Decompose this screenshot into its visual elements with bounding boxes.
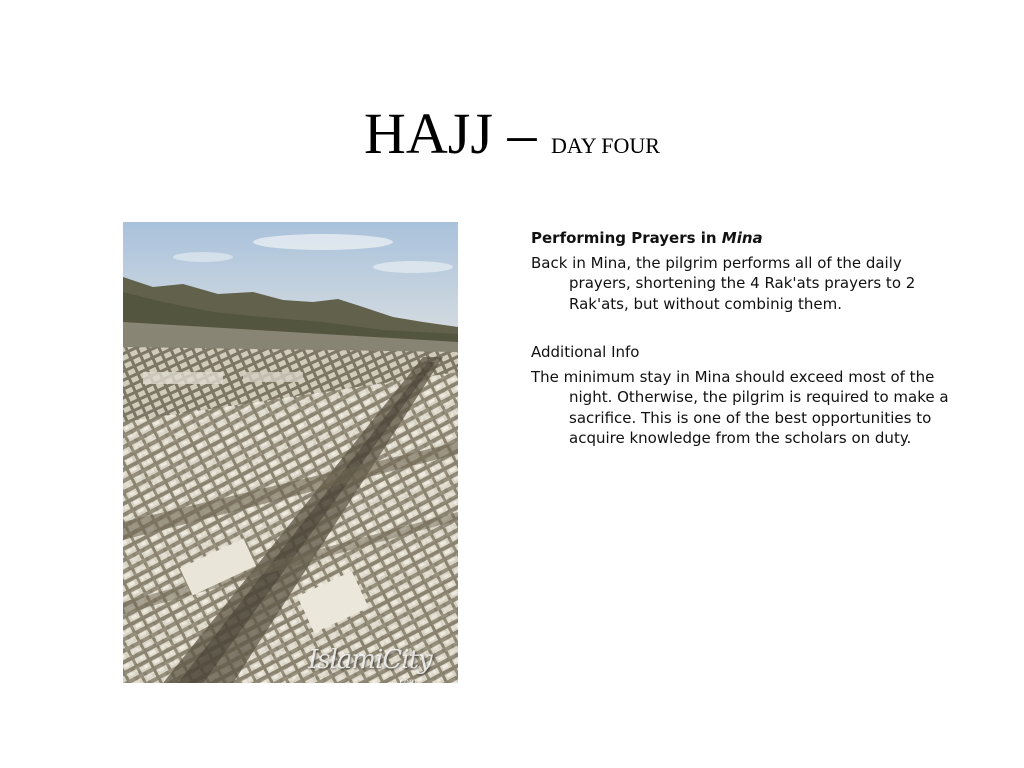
mina-aerial-photo (123, 222, 458, 683)
content-panel (531, 228, 951, 449)
slide-title (0, 100, 1024, 167)
heading-place: Mina (721, 229, 763, 247)
additional-info-heading: Additional Info (531, 343, 640, 361)
heading-prefix: Performing Prayers in (531, 229, 722, 247)
paragraph-prayers: Back in Mina, the pilgrim performs all of the daily prayers, shortening the 4 Rak'ats prayers to 2 Rak'ats, but without combinig them. (531, 253, 916, 313)
paragraph-additional-info: The minimum stay in Mina should exceed most of the night. Otherwise, the pilgrim is required to make a sacrifice. This is one of the best opportunities to acquire knowledge from the scholars on duty. (531, 367, 949, 447)
watermark-logo-suffix: .com (397, 677, 417, 683)
watermark-logo: IslamiCity (308, 645, 432, 675)
title-main: HAJJ – (364, 101, 551, 166)
section-heading (531, 228, 951, 249)
title-sub: DAY FOUR (550, 133, 660, 158)
